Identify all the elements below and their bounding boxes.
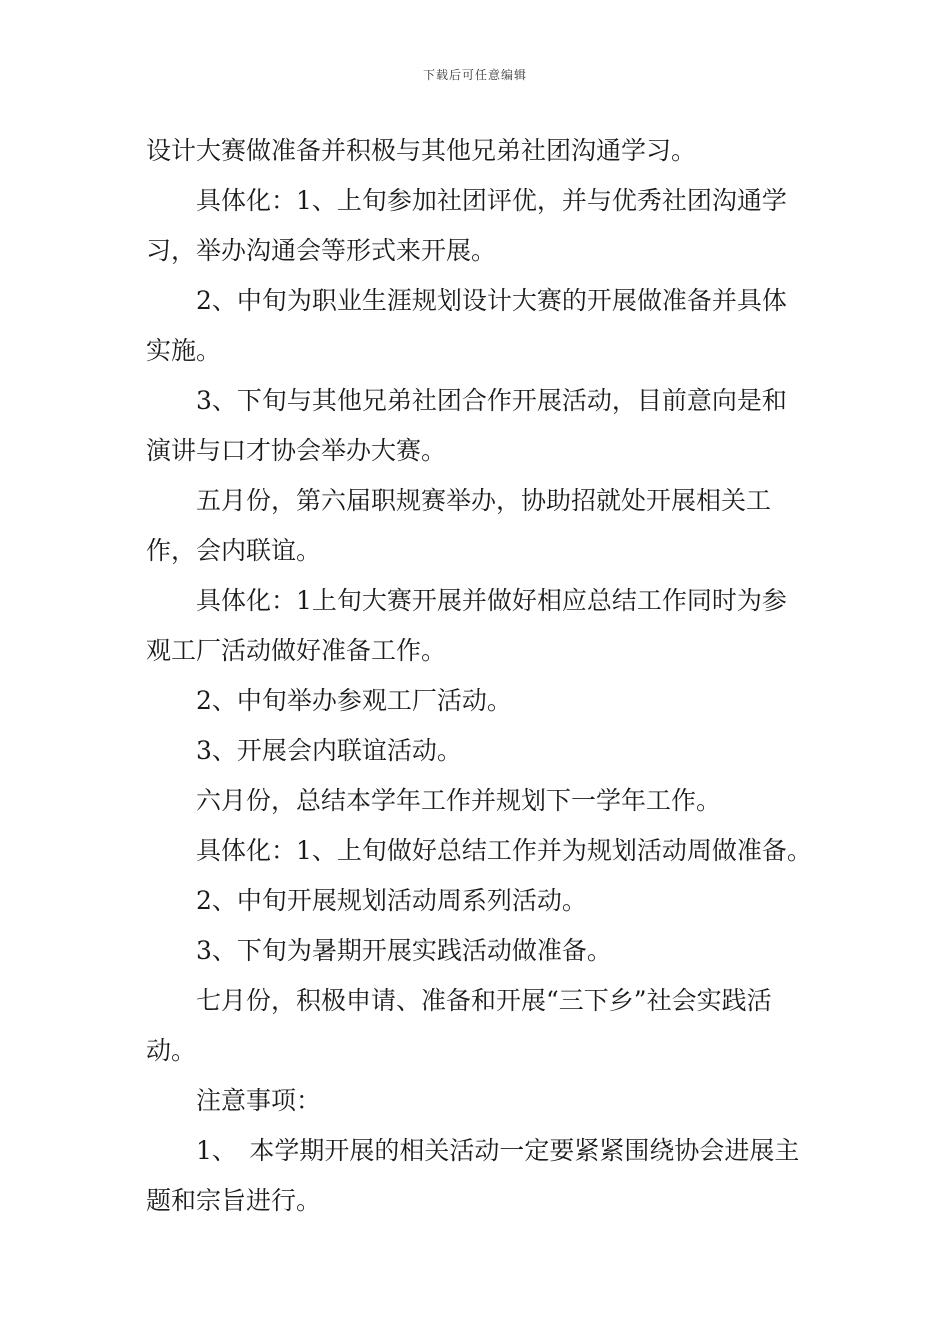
paragraph: 1、 本学期开展的相关活动一定要紧紧围绕协会进展主题和宗旨进行。: [146, 1136, 800, 1215]
page-header: 下载后可任意编辑: [422, 68, 527, 82]
paragraph: 3、开展会内联谊活动。: [196, 736, 462, 765]
paragraph: 具体化：1、上旬参加社团评优，并与优秀社团沟通学习，举办沟通会等形式来开展。: [146, 186, 787, 265]
paragraph: 3、下旬为暑期开展实践活动做准备。: [196, 936, 612, 965]
paragraph: 六月份，总结本学年工作并规划下一学年工作。: [196, 786, 722, 815]
paragraph: 具体化：1、上旬做好总结工作并为规划活动周做准备。: [196, 836, 812, 865]
document-body: [146, 126, 811, 1226]
paragraph: 五月份，第六届职规赛举办，协助招就处开展相关工作，会内联谊。: [146, 486, 772, 565]
paragraph: 2、中旬举办参观工厂活动。: [196, 686, 512, 715]
paragraph: 具体化：1上旬大赛开展并做好相应总结工作同时为参观工厂活动做好准备工作。: [146, 586, 787, 665]
paragraph: 3、下旬与其他兄弟社团合作开展活动，目前意向是和演讲与口才协会举办大赛。: [146, 386, 787, 465]
paragraph: 注意事项：: [196, 1086, 322, 1115]
paragraph: 2、中旬开展规划活动周系列活动。: [196, 886, 587, 915]
paragraph: 设计大赛做准备并积极与其他兄弟社团沟通学习。: [146, 136, 697, 165]
paragraph: 七月份，积极申请、准备和开展“三下乡”社会实践活动。: [146, 986, 772, 1065]
paragraph: 2、中旬为职业生涯规划设计大赛的开展做准备并具体实施。: [146, 286, 787, 365]
